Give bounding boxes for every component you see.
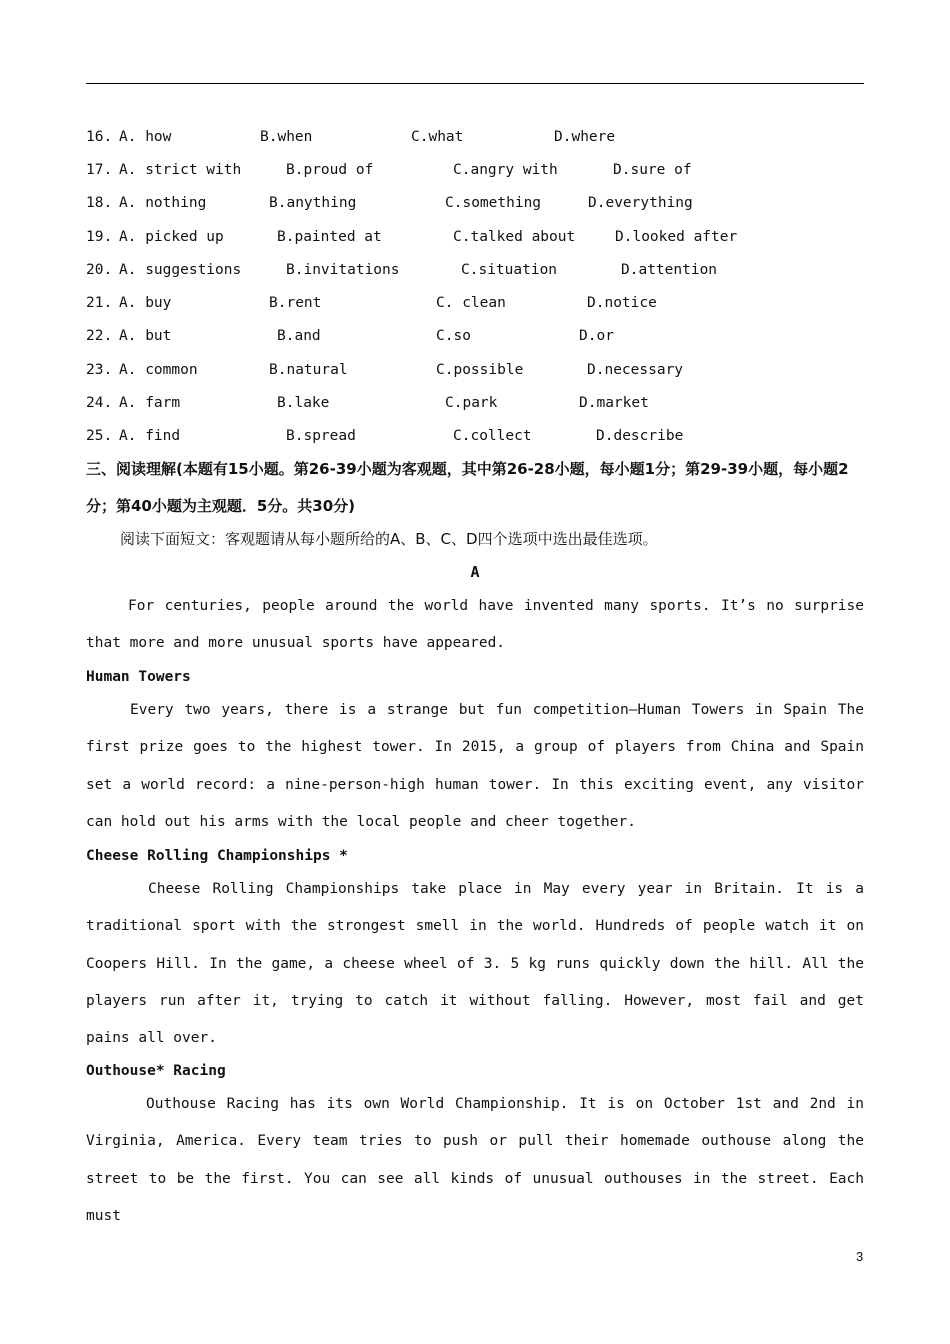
option-number: 18. [86, 195, 113, 211]
option-b: B.rent [269, 295, 322, 311]
option-c: C.situation [461, 262, 558, 278]
option-a: A. common [119, 362, 198, 378]
option-b: B.lake [277, 395, 330, 411]
option-c: C.angry with [453, 162, 558, 178]
option-d: D.notice [587, 295, 657, 311]
option-number: 20. [86, 262, 113, 278]
option-c: C. clean [436, 295, 506, 311]
option-d: D.necessary [587, 362, 684, 378]
section-title: 三、阅读理解(本题有15小题。第26-39小题为客观题，其中第26-28小题，每小题1分；第29-39小题，每小题2分；第40小题为主观题．5分。共30分) [86, 460, 849, 515]
option-c: C.park [445, 395, 498, 411]
option-b: B.proud of [286, 162, 374, 178]
option-b: B.and [277, 328, 321, 344]
sport-text-cheese-rolling: Cheese Rolling Championships take place in May every year in Britain. It is a traditional sport with the strongest smell in the world. Hundreds of people watch it on Coopers Hill. In the game, a cheese wheel of 3. 5 kg runs quickly down the hill. All the players run after it, trying to catch it without falling. However, most fail and get pains all over. [86, 881, 864, 1047]
option-number: 23. [86, 362, 113, 378]
option-b: B.invitations [286, 262, 400, 278]
option-number: 21. [86, 295, 113, 311]
page-number: 3 [856, 1249, 864, 1264]
option-b: B.spread [286, 428, 356, 444]
option-c: C.what [411, 129, 464, 145]
passage-intro: For centuries, people around the world have invented many sports. It’s no surprise that more and more unusual sports have appeared. [86, 598, 864, 652]
option-a: A. suggestions [119, 262, 242, 278]
option-c: C.so [436, 328, 471, 344]
option-a: A. buy [119, 295, 172, 311]
option-d: D.market [579, 395, 649, 411]
sport-heading-human-towers: Human Towers [86, 669, 191, 685]
option-a: A. how [119, 129, 172, 145]
sport-heading-cheese-rolling: Cheese Rolling Championships * [86, 848, 348, 864]
option-c: C.something [445, 195, 542, 211]
option-d: D.sure of [613, 162, 692, 178]
option-number: 17. [86, 162, 113, 178]
option-a: A. but [119, 328, 172, 344]
option-c: C.collect [453, 428, 532, 444]
option-b: B.painted at [277, 229, 382, 245]
option-d: D.describe [596, 428, 684, 444]
option-number: 19. [86, 229, 113, 245]
option-a: A. find [119, 428, 181, 444]
sport-text-outhouse-racing: Outhouse Racing has its own World Championship. It is on October 1st and 2nd in Virginia, America. Every team tries to push or pull their homemade outhouse along the street to be the first. You can see all kinds of unusual outhouses in the street. Each must [86, 1096, 864, 1224]
option-number: 16. [86, 129, 113, 145]
header-rule [86, 83, 864, 84]
sport-text-human-towers: Every two years, there is a strange but fun competition—Human Towers in Spain The first prize goes to the highest tower. In 2015, a group of players from China and Spain set a world record: a nine-person-high human tower. In this exciting event, any visitor can hold out his arms with the local people and cheer together. [86, 702, 864, 830]
option-d: D.looked after [615, 229, 738, 245]
option-a: A. strict with [119, 162, 242, 178]
option-b: B.natural [269, 362, 348, 378]
option-number: 22. [86, 328, 113, 344]
option-c: C.talked about [453, 229, 576, 245]
option-d: D.attention [621, 262, 718, 278]
passage-label: A [470, 563, 480, 581]
option-b: B.when [260, 129, 313, 145]
reading-instruction: 阅读下面短文：客观题请从每小题所给的A、B、C、D四个选项中选出最佳选项。 [120, 530, 658, 548]
sport-heading-outhouse-racing: Outhouse* Racing [86, 1063, 226, 1079]
option-number: 25. [86, 428, 113, 444]
option-a: A. picked up [119, 229, 224, 245]
option-d: D.or [579, 328, 614, 344]
option-d: D.everything [588, 195, 693, 211]
option-c: C.possible [436, 362, 524, 378]
option-d: D.where [554, 129, 616, 145]
option-a: A. farm [119, 395, 181, 411]
option-b: B.anything [269, 195, 357, 211]
option-a: A. nothing [119, 195, 207, 211]
option-number: 24. [86, 395, 113, 411]
